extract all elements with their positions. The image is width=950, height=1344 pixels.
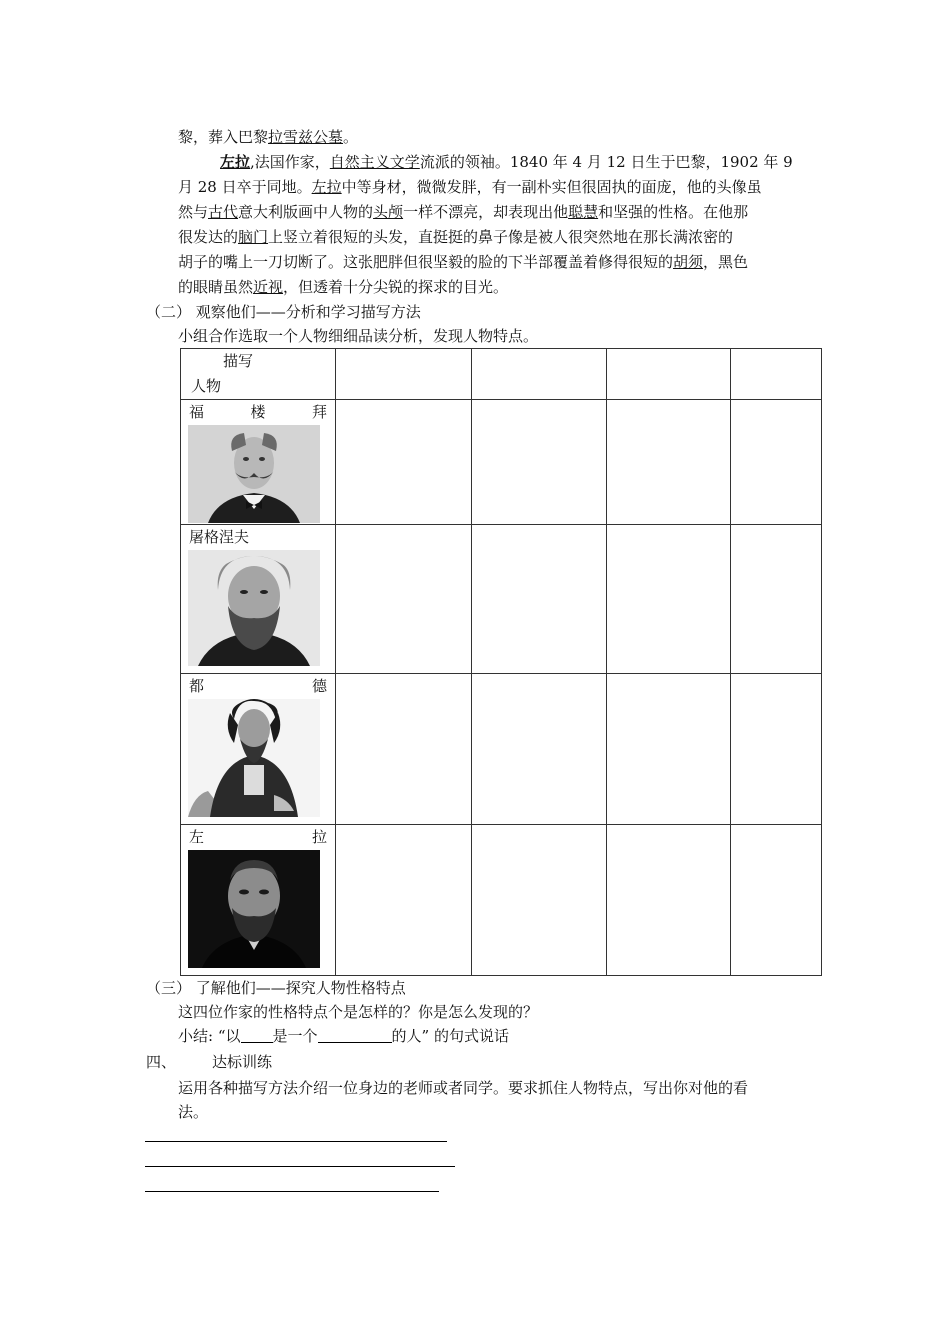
zola-para-line-5 (178, 250, 748, 274)
link-wisdom[interactable]: 聪慧 (568, 203, 599, 221)
section3-question: 这四位作家的性格特点个是怎样的？你是怎么发现的？ (178, 1003, 539, 1021)
name-text: 屠格涅夫 (189, 528, 250, 546)
table-cell[interactable] (336, 825, 472, 976)
text: 流派的领袖。1840 年 4 月 12 日生于巴黎，1902 年 9 (419, 153, 793, 171)
text: 小结: “以 (178, 1027, 241, 1045)
name-char: 德 (311, 677, 327, 695)
zola-para-line-4 (178, 225, 733, 249)
link-skull[interactable]: 头颅 (373, 203, 404, 221)
table-cell[interactable] (472, 525, 607, 674)
table-cell[interactable] (731, 525, 822, 674)
person-cell-flaubert (181, 400, 336, 525)
table-cell[interactable] (472, 400, 607, 525)
text: 月 28 日卒于同地。 (178, 178, 312, 196)
text: 上竖立着很短的头发，直挺挺的鼻子像是被人很突然地在那长满浓密的 (268, 228, 734, 246)
person-name (181, 825, 335, 848)
table-header-row (181, 349, 822, 400)
name-char: 福 (189, 403, 205, 421)
flaubert-portrait (188, 425, 320, 523)
table-cell[interactable] (336, 349, 472, 400)
table-cell[interactable] (607, 674, 731, 825)
link-zola-name[interactable]: 左拉 (220, 153, 251, 171)
header-cell (181, 349, 336, 400)
text: ，但透着十分尖锐的探求的目光。 (283, 278, 509, 296)
table-row (181, 525, 822, 674)
person-name (181, 400, 335, 423)
table-cell[interactable] (607, 400, 731, 525)
text: 黎，葬入巴黎 (178, 128, 269, 146)
link-naturalism[interactable]: 自然主义文学 (329, 153, 420, 171)
table-cell[interactable] (731, 400, 822, 525)
table-cell[interactable] (607, 525, 731, 674)
name-char: 楼 (250, 403, 266, 421)
text: 意大利版画中人物的 (238, 203, 374, 221)
link-pere-lachaise[interactable]: 拉雪兹公墓 (268, 128, 344, 146)
zola-para-line-6 (178, 275, 508, 299)
text: 很发达的 (178, 228, 239, 246)
blank-subject[interactable] (241, 1026, 273, 1043)
table-cell[interactable] (336, 674, 472, 825)
table-cell[interactable] (731, 674, 822, 825)
person-cell-zola (181, 825, 336, 976)
link-myopia[interactable]: 近视 (253, 278, 284, 296)
table-cell[interactable] (472, 825, 607, 976)
name-char: 拉 (311, 828, 327, 846)
section2-heading: （二） 观察他们——分析和学习描写方法 (146, 303, 421, 321)
section4-task-line-1: 运用各种描写方法介绍一位身边的老师或者同学。要求抓住人物特点，写出你对他的看 (178, 1079, 749, 1097)
link-beard[interactable]: 胡须 (673, 253, 704, 271)
table-cell[interactable] (472, 674, 607, 825)
analysis-table (180, 348, 822, 976)
table-cell[interactable] (731, 825, 822, 976)
table-cell[interactable] (336, 525, 472, 674)
zola-para-line-3 (178, 200, 748, 224)
zola-para-line-2 (178, 175, 762, 199)
zola-para-line-1 (220, 150, 793, 174)
link-ancient[interactable]: 古代 (208, 203, 239, 221)
text: 是一个 (272, 1027, 318, 1045)
text: ,法国作家， (250, 153, 330, 171)
text: 和坚强的性格。在他那 (598, 203, 749, 221)
zola-portrait (188, 850, 320, 968)
table-cell[interactable] (607, 349, 731, 400)
section3-summary (178, 1024, 509, 1048)
answer-line-3[interactable] (145, 1191, 439, 1192)
table-row (181, 674, 822, 825)
person-cell-daudet (181, 674, 336, 825)
daudet-portrait (188, 699, 320, 817)
blank-trait[interactable] (318, 1026, 392, 1043)
section4-number: 四、 (146, 1053, 177, 1071)
table-row (181, 825, 822, 976)
name-char: 左 (189, 828, 205, 846)
person-cell-turgenev (181, 525, 336, 674)
section3-heading: （三） 了解他们——探究人物性格特点 (146, 979, 406, 997)
text: 然与 (178, 203, 209, 221)
text: 的眼睛虽然 (178, 278, 254, 296)
person-name (181, 525, 335, 548)
text: 。 (343, 128, 359, 146)
text: ，黑色 (703, 253, 749, 271)
table-row (181, 400, 822, 525)
text: 一样不漂亮，却表现出他 (403, 203, 569, 221)
answer-line-1[interactable] (145, 1141, 447, 1142)
person-name (181, 674, 335, 697)
table-cell[interactable] (472, 349, 607, 400)
section4-title: 达标训练 (212, 1053, 273, 1071)
table-cell[interactable] (731, 349, 822, 400)
text: 的人” 的句式说话 (391, 1027, 509, 1045)
section2-instruction: 小组合作选取一个人物细细品读分析，发现人物特点。 (178, 327, 539, 345)
turgenev-portrait (188, 550, 320, 666)
name-char: 拜 (311, 403, 327, 421)
intro-line-0 (178, 125, 358, 149)
name-char: 都 (189, 677, 205, 695)
header-top-label: 描写 (223, 352, 254, 370)
table-cell[interactable] (336, 400, 472, 525)
text: 胡子的嘴上一刀切断了。这张肥胖但很坚毅的脸的下半部覆盖着修得很短的 (178, 253, 674, 271)
text: 中等身材，微微发胖，有一副朴实但很固执的面庞，他的头像虽 (341, 178, 762, 196)
section4-task-line-2: 法。 (178, 1103, 209, 1121)
header-bottom-label: 人物 (191, 377, 222, 395)
link-zola[interactable]: 左拉 (311, 178, 342, 196)
link-forehead[interactable]: 脑门 (238, 228, 269, 246)
table-cell[interactable] (607, 825, 731, 976)
answer-line-2[interactable] (145, 1166, 455, 1167)
